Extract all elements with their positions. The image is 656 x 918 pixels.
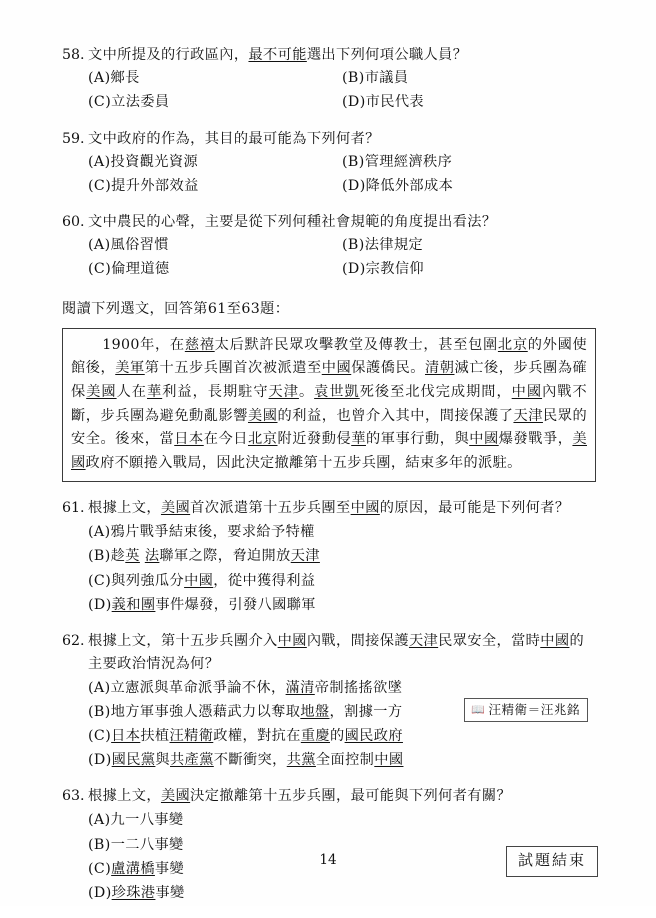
option-b[interactable] [342, 151, 596, 175]
option-c[interactable] [88, 91, 342, 115]
option-c-label: (C) [88, 93, 112, 110]
question-62-number: 62. [62, 632, 85, 649]
option-d-label: (D) [88, 884, 112, 901]
glossary-note-text: 汪精衛＝汪兆銘 [488, 701, 580, 717]
option-c[interactable] [88, 724, 596, 748]
option-a-label: (A) [88, 679, 111, 696]
option-b-text: 趁英 法聯軍之際，脅迫開放天津 [110, 548, 320, 565]
option-b-text: 地方軍事強人憑藉武力以奪取地盤，割據一方 [110, 703, 403, 720]
option-a[interactable] [88, 151, 342, 175]
option-d-text: 義和團事件爆發，引發八國聯軍 [111, 596, 316, 613]
option-a[interactable] [88, 234, 342, 258]
option-c-text: 日本扶植汪精衛政權，對抗在重慶的國民政府 [111, 728, 403, 745]
question-58-stem-emphasis: 最不可能 [248, 47, 307, 63]
option-a-text: 鄉長 [110, 70, 140, 86]
option-a-label: (A) [88, 70, 111, 86]
question-58-stem [88, 44, 596, 67]
question-61-header [62, 497, 596, 520]
option-a[interactable] [88, 808, 596, 832]
option-a-text: 九一八事變 [110, 812, 184, 829]
option-d-label: (D) [88, 596, 112, 613]
option-c-text: 立法委員 [111, 93, 170, 110]
option-b[interactable] [342, 67, 596, 91]
option-d[interactable] [88, 748, 596, 772]
question-60-number: 60. [62, 214, 85, 231]
page-number: 14 [319, 852, 337, 868]
option-b-text: 一二八事變 [110, 836, 184, 853]
option-c-label: (C) [88, 177, 112, 194]
book-icon: 📖 [471, 702, 486, 716]
option-b[interactable] [342, 234, 596, 258]
question-63-stem: 根據上文，美國決定撤離第十五步兵團，最可能與下列何者有關？ [88, 788, 512, 805]
question-63-number: 63. [62, 788, 85, 805]
option-b[interactable] [88, 544, 596, 568]
option-b-label: (B) [88, 548, 111, 565]
option-a[interactable] [88, 520, 596, 544]
question-62 [62, 630, 596, 773]
option-c-label: (C) [88, 728, 112, 745]
option-b-label: (B) [342, 153, 365, 170]
option-b-label: (B) [342, 70, 365, 86]
passage-body: 1900年，在慈禧太后默許民眾攻擊教堂及傳教士，甚至包圍北京的外國使館後，美軍第十五步兵團首次被派遣至中國保護僑民。清朝滅亡後，步兵團為確保美國人在華利益，長期駐守天津。袁世凱死後至北伐完成期間，中國內戰不斷，步兵團為避免動亂影響美國的利益，也曾介入其中，間接保護了天津民眾的安全。後來，當日本在今日北京附近發動侵華的軍事行動，與中國爆發戰爭，美國政府不願捲入戰局，因此決定撤離第十五步兵團，結束多年的派駐。 [71, 336, 588, 471]
question-62-stem: 根據上文，第十五步兵團介入中國內戰，間接保護天津民眾安全，當時中國的主要政治情況為何？ [88, 632, 585, 672]
option-a[interactable] [88, 67, 342, 91]
option-c[interactable] [88, 175, 342, 199]
question-60 [62, 211, 596, 282]
question-62-header [62, 630, 596, 676]
question-60-header [62, 211, 596, 234]
question-61-stem: 根據上文，美國首次派遣第十五步兵團至中國的原因，最可能是下列何者？ [88, 500, 570, 517]
question-61 [62, 497, 596, 617]
option-a-label: (A) [88, 237, 111, 254]
question-60-options [88, 234, 596, 282]
question-58-stem-pre: 文中所提及的行政區內， [88, 47, 249, 63]
question-59-header [62, 128, 596, 151]
option-b-text: 法律規定 [364, 237, 424, 254]
option-c-text: 盧溝橋事變 [111, 860, 185, 877]
option-d[interactable] [88, 593, 596, 617]
option-a-label: (A) [88, 524, 111, 541]
question-58 [62, 44, 596, 115]
reading-passage-text [71, 334, 587, 475]
option-b-label: (B) [88, 836, 111, 853]
option-d-text: 市民代表 [365, 93, 425, 110]
question-59-options [88, 151, 596, 199]
page-content [62, 44, 596, 918]
option-c-label: (C) [88, 261, 112, 278]
question-62-options [88, 676, 596, 773]
option-c-text: 與列強瓜分中國，從中獲得利益 [111, 572, 316, 589]
option-d-text: 宗教信仰 [365, 261, 425, 278]
reading-passage-box [62, 328, 596, 482]
question-58-number: 58. [62, 47, 85, 63]
page-footer [0, 846, 656, 888]
question-58-options [88, 67, 596, 115]
glossary-note [464, 698, 588, 723]
option-a[interactable] [88, 676, 596, 700]
option-d-label: (D) [342, 261, 366, 278]
option-a-text: 風俗習慣 [110, 237, 169, 254]
option-b-text: 市議員 [364, 70, 409, 86]
option-d-text: 國民黨與共產黨不斷衝突，共黨全面控制中國 [111, 752, 404, 769]
option-d-label: (D) [342, 93, 366, 110]
option-d[interactable] [342, 258, 596, 282]
question-61-options [88, 520, 596, 617]
option-d[interactable] [342, 175, 596, 199]
end-of-exam-badge: 試題結束 [506, 846, 598, 877]
option-b-label: (B) [88, 703, 111, 720]
option-d-label: (D) [342, 177, 366, 194]
option-a-text: 鴉片戰爭結束後，要求給予特權 [110, 524, 315, 541]
option-a-text: 立憲派與革命派爭論不休，滿清帝制搖搖欲墜 [110, 679, 403, 696]
option-c[interactable] [88, 258, 342, 282]
option-c-label: (C) [88, 572, 112, 589]
option-d[interactable] [342, 91, 596, 115]
option-b-text: 管理經濟秩序 [364, 153, 453, 170]
question-58-header [62, 44, 596, 67]
question-63-header [62, 785, 596, 808]
question-59 [62, 128, 596, 199]
option-b-label: (B) [342, 237, 365, 254]
reading-instruction: 閱讀下列選文，回答第61至63題： [62, 301, 290, 318]
option-c-text: 提升外部效益 [111, 177, 199, 194]
question-60-stem: 文中農民的心聲，主要是從下列何種社會規範的角度提出看法？ [88, 214, 497, 231]
option-d-label: (D) [88, 752, 112, 769]
question-59-number: 59. [62, 130, 85, 147]
option-a-text: 投資觀光資源 [110, 153, 199, 170]
question-61-number: 61. [62, 500, 85, 517]
question-58-stem-post: 選出下列何項公職人員？ [306, 47, 468, 63]
option-c-text: 倫理道德 [111, 261, 170, 278]
option-d-text: 珍珠港事變 [111, 884, 185, 901]
option-a-label: (A) [88, 812, 111, 829]
option-c[interactable] [88, 569, 596, 593]
question-59-stem: 文中政府的作為，其目的最可能為下列何者？ [88, 130, 380, 147]
option-a-label: (A) [88, 153, 111, 170]
option-c-label: (C) [88, 860, 112, 877]
option-d-text: 降低外部成本 [365, 177, 454, 194]
